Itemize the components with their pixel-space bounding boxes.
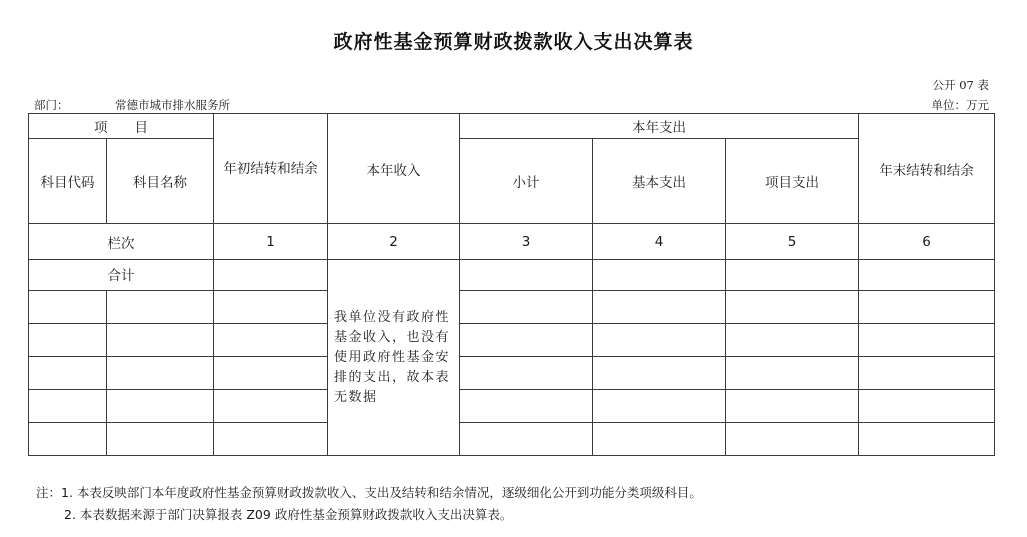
table-cell (29, 357, 107, 390)
footnote-text: 2. 本表数据来源于部门决算报表 Z09 政府性基金预算财政拨款收入支出决算表。 (64, 507, 513, 522)
table-cell (214, 291, 328, 324)
footnote-prefix: 注： (36, 485, 62, 500)
table-cell (593, 423, 726, 456)
unit-label: 单位：万元 (931, 98, 989, 112)
table-cell (460, 291, 593, 324)
footnotes (36, 482, 702, 526)
header-expenditure: 本年支出 (460, 114, 859, 139)
footnote-1 (36, 482, 702, 504)
column-number: 4 (593, 224, 726, 260)
table-cell (460, 390, 593, 423)
table-cell (593, 357, 726, 390)
table-cell (107, 390, 214, 423)
footnote-2 (36, 504, 702, 526)
table-cell (593, 291, 726, 324)
table-cell (29, 291, 107, 324)
table-row (29, 423, 995, 456)
table-cell (460, 260, 593, 291)
table-cell (214, 423, 328, 456)
page-title: 政府性基金预算财政拨款收入支出决算表 (333, 31, 694, 53)
table-cell (726, 260, 859, 291)
department-label: 部门： (34, 98, 69, 112)
header-subject-code: 科目代码 (29, 139, 107, 224)
table-cell (726, 324, 859, 357)
table-cell (593, 390, 726, 423)
header-beginning-balance: 年初结转和结余 (214, 114, 328, 224)
table-cell (214, 324, 328, 357)
header-income: 本年收入 (328, 114, 460, 224)
table-cell (214, 260, 328, 291)
table-row (29, 291, 995, 324)
header-ending-balance: 年末结转和结余 (859, 114, 995, 224)
table-cell (107, 357, 214, 390)
table-cell (859, 357, 995, 390)
department-name: 常德市城市排水服务所 (115, 98, 230, 112)
form-code: 公开 07 表 (932, 78, 989, 92)
table-cell (29, 390, 107, 423)
table-cell (859, 324, 995, 357)
table-cell (726, 423, 859, 456)
table-cell (726, 390, 859, 423)
column-number: 1 (214, 224, 328, 260)
column-number-label: 栏次 (29, 224, 214, 260)
table-cell (859, 423, 995, 456)
table-cell (29, 423, 107, 456)
table-row (29, 390, 995, 423)
header-item: 项 目 (29, 114, 214, 139)
table-cell (593, 324, 726, 357)
table-row (29, 324, 995, 357)
budget-table (28, 113, 995, 456)
footnote-text: 1. 本表反映部门本年度政府性基金预算财政拨款收入、支出及结转和结余情况，逐级细化公开到功能分类项级科目。 (61, 485, 702, 500)
table-cell (859, 291, 995, 324)
header-subtotal: 小计 (460, 139, 593, 224)
table-cell (593, 260, 726, 291)
column-number: 2 (328, 224, 460, 260)
table-cell (107, 423, 214, 456)
table-cell (726, 291, 859, 324)
header-project-expenditure: 项目支出 (726, 139, 859, 224)
total-label: 合计 (29, 260, 214, 291)
table-cell (214, 357, 328, 390)
table-cell (214, 390, 328, 423)
table-cell (859, 260, 995, 291)
table-cell (460, 423, 593, 456)
header-subject-name: 科目名称 (107, 139, 214, 224)
table-cell (107, 324, 214, 357)
table-row (29, 357, 995, 390)
table-cell (29, 324, 107, 357)
table-cell (107, 291, 214, 324)
table-cell (460, 357, 593, 390)
table-cell (859, 390, 995, 423)
column-number: 3 (460, 224, 593, 260)
column-number: 6 (859, 224, 995, 260)
table-cell (726, 357, 859, 390)
column-number: 5 (726, 224, 859, 260)
table-cell (460, 324, 593, 357)
no-data-note: 我单位没有政府性基金收入，也没有使用政府性基金安排的支出，故本表无数据 (328, 260, 460, 456)
header-basic-expenditure: 基本支出 (593, 139, 726, 224)
